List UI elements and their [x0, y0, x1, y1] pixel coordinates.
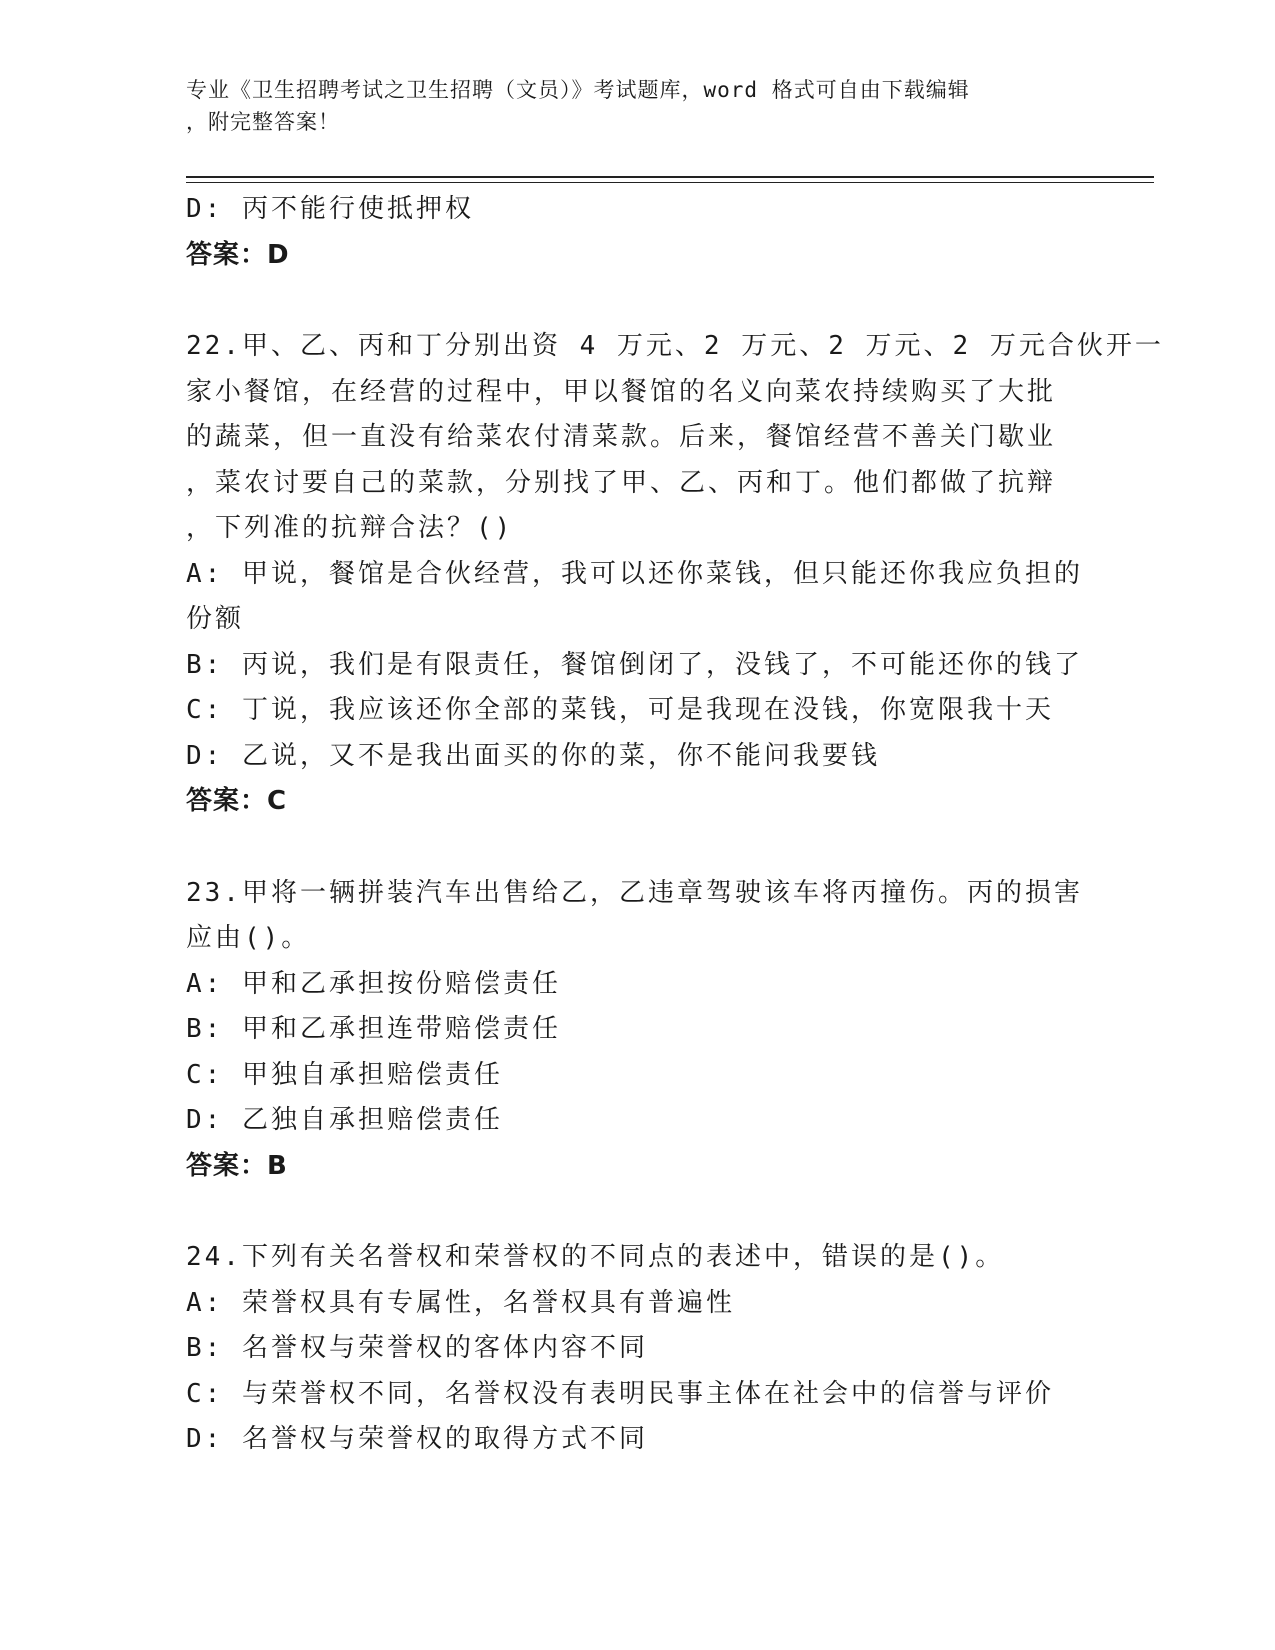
q22-stem-line: ，下列准的抗辩合法？() [186, 513, 514, 543]
header-line-1: 专业《卫生招聘考试之卫生招聘（文员）》考试题库，word 格式可自由下载编辑 [186, 78, 970, 102]
spacer [186, 1189, 1086, 1235]
q22-stem-line: 22.甲、乙、丙和丁分别出资 4 万元、2 万元、2 万元、2 万元合伙开一 [186, 331, 1164, 361]
prev-option-d: D: 丙不能行使抵押权 [186, 194, 474, 224]
spacer [186, 278, 1086, 324]
q22-option-c: C: 丁说，我应该还你全部的菜钱，可是我现在没钱，你宽限我十天 [186, 695, 1054, 725]
q23-option-b: B: 甲和乙承担连带赔偿责任 [186, 1014, 561, 1044]
page-header [186, 74, 1086, 138]
q23-option-d: D: 乙独自承担赔偿责任 [186, 1105, 503, 1135]
q23-stem-line: 应由()。 [186, 923, 311, 953]
header-line-2: ，附完整答案！ [186, 110, 340, 134]
q23-stem-line: 23.甲将一辆拼装汽车出售给乙，乙违章驾驶该车将丙撞伤。丙的损害 [186, 877, 1083, 908]
q24-option-d: D: 名誉权与荣誉权的取得方式不同 [186, 1424, 648, 1454]
q22-option-b: B: 丙说，我们是有限责任，餐馆倒闭了，没钱了，不可能还你的钱了 [186, 649, 1083, 680]
q22-stem-line: 的蔬菜，但一直没有给菜农付清菜款。后来，餐馆经营不善关门歇业 [186, 422, 1057, 452]
question-23 [186, 871, 1086, 1190]
q24-option-c: C: 与荣誉权不同，名誉权没有表明民事主体在社会中的信誉与评价 [186, 1378, 1054, 1409]
q23-option-a: A: 甲和乙承担按份赔偿责任 [186, 968, 561, 999]
prev-answer: 答案：D [186, 239, 290, 270]
q22-stem-line: 家小餐馆，在经营的过程中，甲以餐馆的名义向菜农持续购买了大批 [186, 376, 1057, 407]
header-divider-thin [186, 182, 1154, 183]
q23-option-c: C: 甲独自承担赔偿责任 [186, 1059, 503, 1090]
q22-answer: 答案：C [186, 786, 288, 816]
question-22 [186, 324, 1164, 825]
q24-option-b: B: 名誉权与荣誉权的客体内容不同 [186, 1333, 648, 1363]
question-24 [186, 1235, 1086, 1463]
q22-stem-line: ，菜农讨要自己的菜款，分别找了甲、乙、丙和丁。他们都做了抗辩 [186, 467, 1057, 498]
q22-option-a: A: 甲说，餐馆是合伙经营，我可以还你菜钱，但只能还你我应负担的 [186, 558, 1083, 589]
q24-option-a: A: 荣誉权具有专属性，名誉权具有普遍性 [186, 1287, 735, 1318]
q22-option-a-cont: 份额 [186, 604, 245, 634]
q22-option-d: D: 乙说，又不是我出面买的你的菜，你不能问我要钱 [186, 740, 880, 771]
document-body [186, 187, 1164, 1463]
q24-stem: 24.下列有关名誉权和荣誉权的不同点的表述中，错误的是()。 [186, 1242, 1005, 1272]
q23-answer: 答案：B [186, 1150, 288, 1181]
spacer [186, 825, 1086, 871]
header-divider-thick [186, 176, 1154, 178]
